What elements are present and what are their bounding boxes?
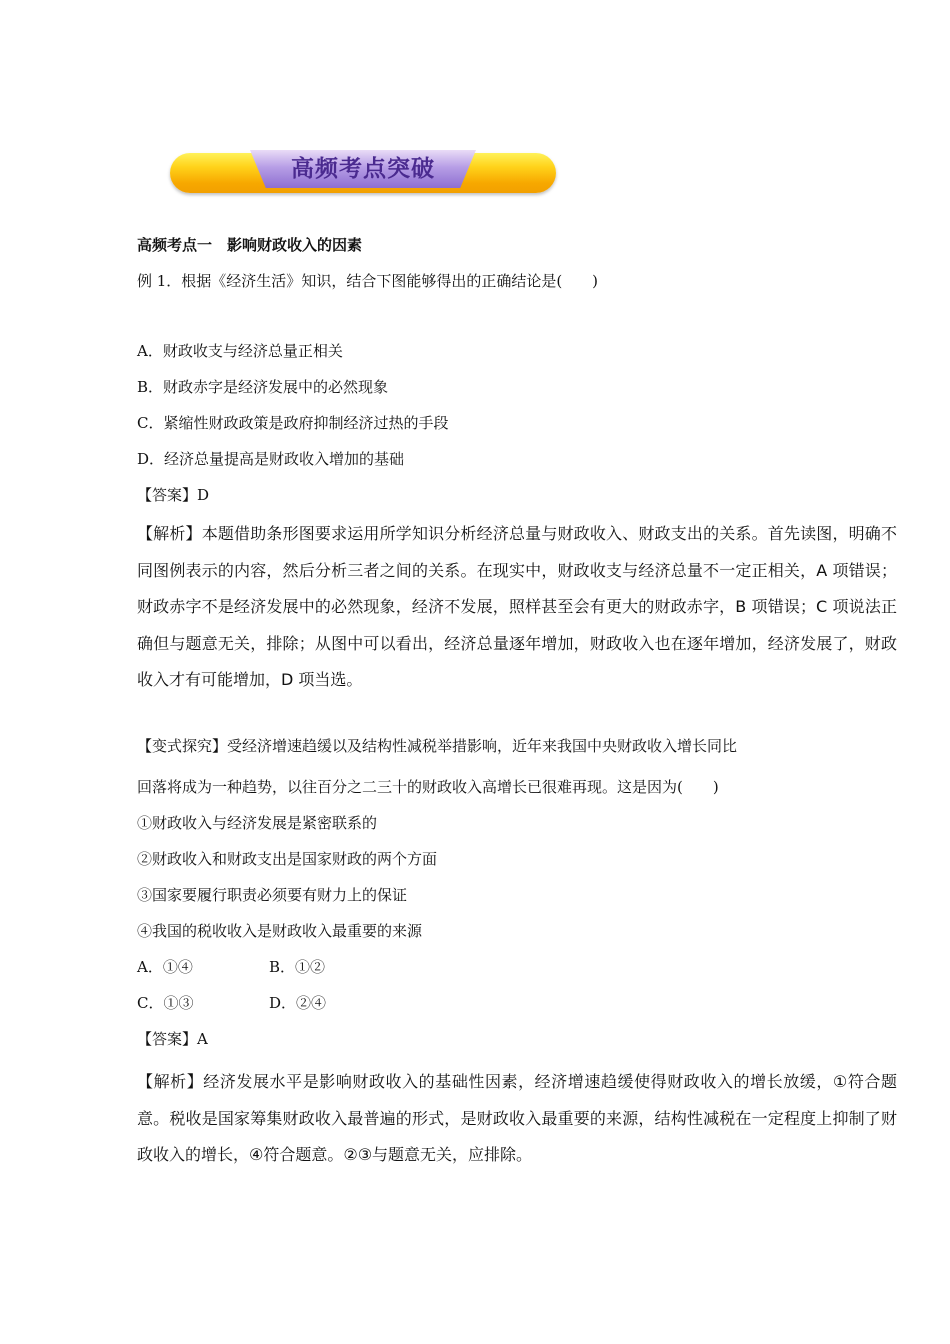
section-banner — [170, 150, 556, 196]
example1-question: 例 1．根据《经济生活》知识，结合下图能够得出的正确结论是( ) — [137, 272, 599, 290]
variant-analysis — [137, 1064, 897, 1174]
variant-option-b: B．①② — [269, 958, 326, 976]
variant-line-1: 【变式探究】受经济增速趋缓以及结构性减税举措影响，近年来我国中央财政收入增长同比 — [137, 737, 738, 755]
example1-answer: 【答案】D — [137, 486, 210, 504]
variant-line-2: 回落将成为一种趋势，以往百分之二三十的财政收入高增长已很难再现。这是因为( ) — [137, 778, 719, 796]
variant-statement-3: ③国家要履行职责必须要有财力上的保证 — [137, 886, 408, 904]
analysis-text: 经济发展水平是影响财政收入的基础性因素，经济增速趋缓使得财政收入的增长放缓，①符合题意。税收是国家筹集财政收入最普遍的形式，是财政收入最重要的来源，结构性减税在一定程度上抑制了财政收入的增长，④符合题意。②③与题意无关，应排除。 — [137, 1072, 897, 1164]
example1-option-b: B．财政赤字是经济发展中的必然现象 — [137, 378, 389, 396]
section-heading: 高频考点一 影响财政收入的因素 — [137, 236, 363, 254]
example1-analysis — [137, 516, 897, 699]
analysis-text: 本题借助条形图要求运用所学知识分析经济总量与财政收入、财政支出的关系。首先读图，明确不同图例表示的内容，然后分析三者之间的关系。在现实中，财政收支与经济总量不一定正相关，A 项错误；财政赤字不是经济发展中的必然现象，经济不发展，照样甚至会有更大的财政赤字，B 项错误；C 项说法正确但与题意无关，排除；从图中可以看出，经济总量逐年增加，财政收入也在逐年增加，经济发展了，财政收入才有可能增加，D 项当选。 — [137, 524, 897, 689]
variant-answer: 【答案】A — [137, 1030, 208, 1048]
variant-option-d: D．②④ — [269, 994, 327, 1012]
variant-option-c: C．①③ — [137, 994, 194, 1012]
variant-statement-1: ①财政收入与经济发展是紧密联系的 — [137, 814, 378, 832]
variant-statement-4: ④我国的税收收入是财政收入最重要的来源 — [137, 922, 423, 940]
analysis-tag: 【解析】 — [137, 524, 202, 543]
example1-option-d: D．经济总量提高是财政收入增加的基础 — [137, 450, 405, 468]
variant-statement-2: ②财政收入和财政支出是国家财政的两个方面 — [137, 850, 438, 868]
variant-option-a: A．①④ — [137, 958, 193, 976]
banner-title: 高频考点突破 — [291, 156, 435, 182]
example1-option-a: A．财政收支与经济总量正相关 — [137, 342, 343, 360]
analysis-tag: 【解析】 — [137, 1072, 204, 1091]
example1-option-c: C．紧缩性财政政策是政府抑制经济过热的手段 — [137, 414, 449, 432]
